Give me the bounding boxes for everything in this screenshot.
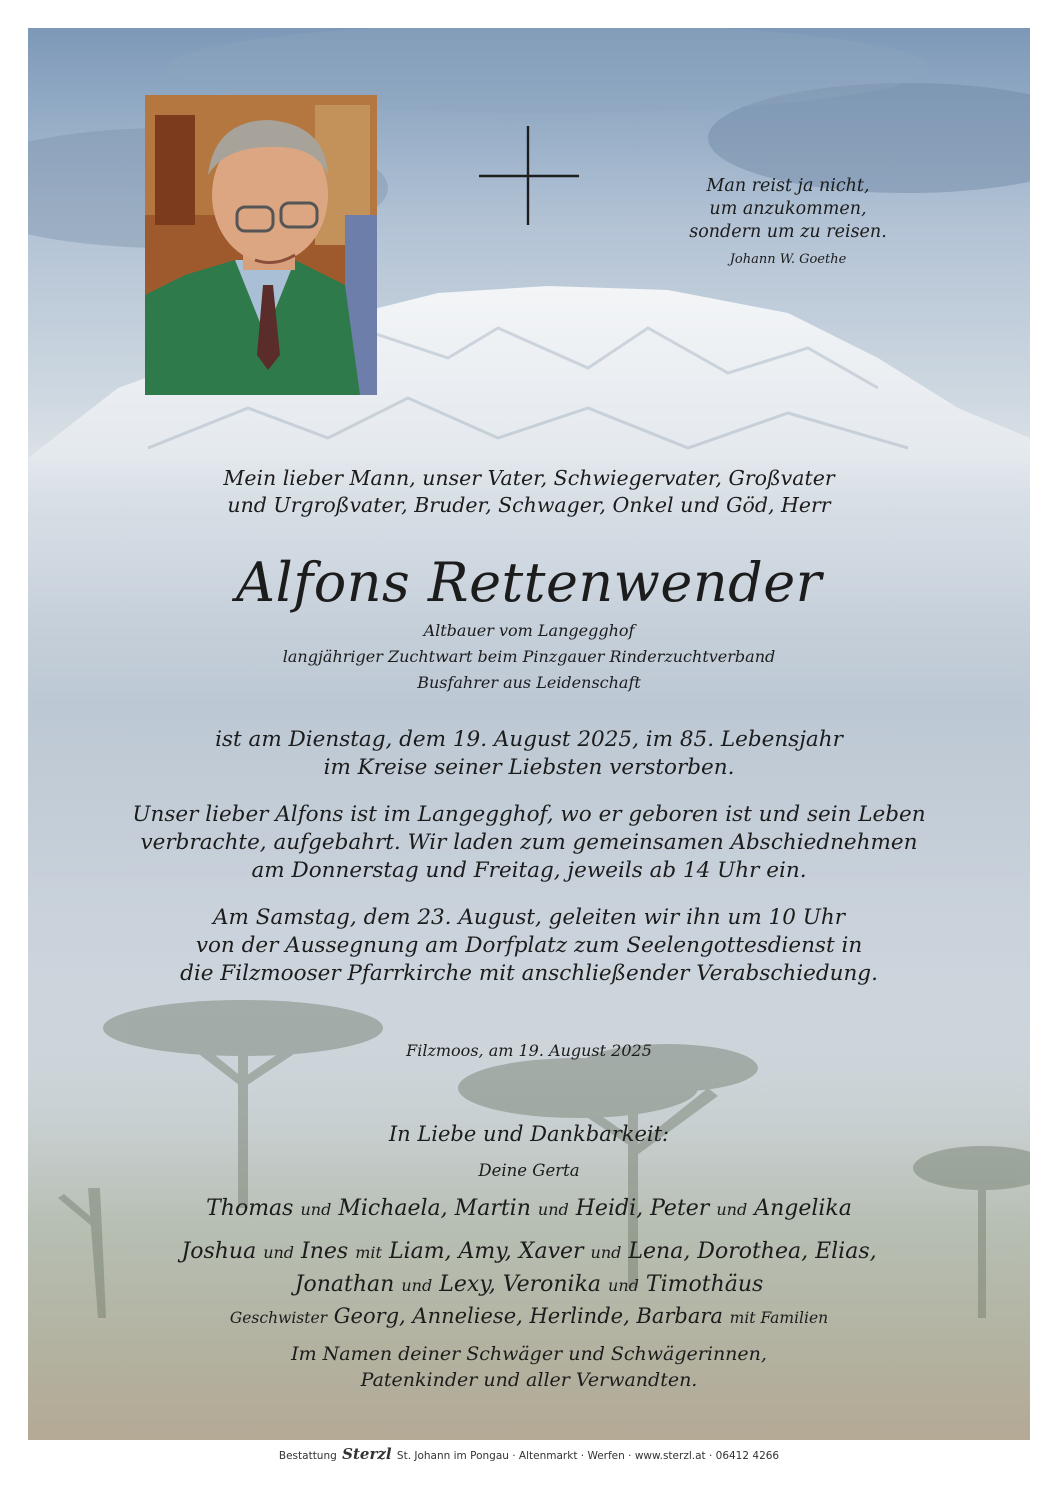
sterzl-logo: Sterzl (342, 1445, 392, 1463)
intro-text (28, 465, 1030, 519)
obituary-card (28, 28, 1030, 1440)
mourner-name: Joshua (181, 1239, 257, 1264)
connector-word: und (300, 1200, 332, 1219)
wake-paragraph (28, 801, 1030, 885)
mourner-name: Lexy, Veronika (439, 1272, 602, 1297)
grandchildren-line (28, 1269, 1030, 1302)
title-line: langjähriger Zuchtwart beim Pinzgauer Rinderzuchtverband (282, 647, 776, 666)
mourners-heading: In Liebe und Dankbarkeit: (388, 1122, 670, 1146)
connector-word: mit (355, 1243, 382, 1262)
mourner-name: Martin (454, 1196, 531, 1221)
closing-line: Im Namen deiner Schwäger und Schwägerinnen, (291, 1343, 767, 1365)
mourners-closing (28, 1341, 1030, 1393)
closing-line: Patenkinder und aller Verwandten. (360, 1369, 698, 1391)
mourner-name: Angelika (754, 1196, 852, 1221)
paragraph-line: am Donnerstag und Freitag, jeweils ab 14 Uhr ein. (251, 858, 807, 883)
paragraph-line: Am Samstag, dem 23. August, geleiten wir ihn um 10 Uhr (213, 905, 845, 930)
mourner-name: Michaela, (338, 1196, 448, 1221)
portrait-photo (145, 95, 377, 395)
connector-word: und (537, 1200, 569, 1219)
quote-author: Johann W. Goethe (729, 252, 847, 267)
siblings-suffix: mit Familien (729, 1309, 829, 1327)
mourner-name: Timothäus (645, 1272, 764, 1297)
siblings-names: Georg, Anneliese, Herlinde, Barbara (333, 1304, 723, 1328)
paragraph-line: die Filzmooser Pfarrkirche mit anschließender Verabschiedung. (180, 961, 878, 986)
connector-word: und (716, 1200, 748, 1219)
paragraph-line: ist am Dienstag, dem 19. August 2025, im 85. Lebensjahr (215, 727, 843, 752)
quote-line: Man reist ja nicht, (706, 176, 870, 196)
mourner-name: Ines (301, 1239, 349, 1264)
paragraph-line: Unser lieber Alfons ist im Langegghof, wo er geboren ist und sein Leben (132, 802, 926, 827)
deceased-titles (28, 618, 1030, 696)
footer-prefix: Bestattung (278, 1450, 337, 1462)
paragraph-line: von der Aussegnung am Dorfplatz zum Seelengottesdienst in (195, 933, 863, 958)
connector-word: und (401, 1276, 433, 1295)
goethe-quote (658, 175, 918, 267)
death-notice-paragraph (28, 726, 1030, 782)
mourner-name: Heidi, (575, 1196, 644, 1221)
mourner-name: Peter (650, 1196, 710, 1221)
mourners-children (28, 1193, 1030, 1226)
mourners-grandchildren (28, 1236, 1030, 1302)
quote-line: um anzukommen, (709, 199, 867, 219)
mourner-name: Lena, Dorothea, Elias, (628, 1239, 877, 1264)
place-date: Filzmoos, am 19. August 2025 (406, 1041, 652, 1060)
siblings-prefix: Geschwister (229, 1309, 328, 1327)
quote-line: sondern um zu reisen. (689, 222, 887, 242)
footer-contact: St. Johann im Pongau · Altenmarkt · Werfen · www.sterzl.at · 06412 4266 (396, 1450, 780, 1462)
paragraph-line: verbrachte, aufgebahrt. Wir laden zum gemeinsamen Abschiednehmen (140, 830, 918, 855)
connector-word: und (590, 1243, 622, 1262)
title-line: Busfahrer aus Leidenschaft (417, 673, 641, 692)
connector-word: und (263, 1243, 295, 1262)
mourner-name: Thomas (206, 1196, 294, 1221)
funeral-home-footer (0, 1445, 1058, 1463)
title-line: Altbauer vom Langegghof (423, 621, 635, 640)
intro-line: Mein lieber Mann, unser Vater, Schwiegervater, Großvater (223, 466, 835, 490)
mourner-name: Jonathan (294, 1272, 395, 1297)
mourner-wife: Deine Gerta (478, 1161, 580, 1180)
paragraph-line: im Kreise seiner Liebsten verstorben. (323, 755, 735, 780)
grandchildren-line (28, 1236, 1030, 1269)
mourners-siblings (28, 1300, 1030, 1334)
deceased-name: Alfons Rettenwender (236, 551, 822, 614)
mourner-name: Liam, Amy, Xaver (388, 1239, 584, 1264)
intro-line: und Urgroßvater, Bruder, Schwager, Onkel und Göd, Herr (227, 493, 831, 517)
connector-word: und (608, 1276, 639, 1295)
funeral-paragraph (28, 904, 1030, 988)
